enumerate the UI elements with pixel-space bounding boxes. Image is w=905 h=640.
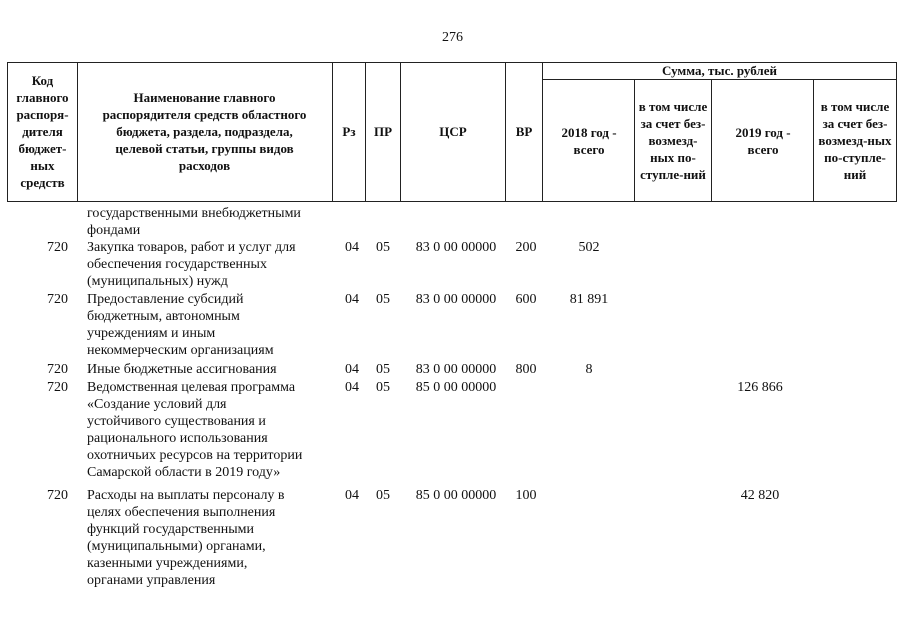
header-border bbox=[634, 79, 635, 202]
header-bottom-border bbox=[7, 201, 897, 202]
row-code: 720 bbox=[47, 488, 68, 503]
row-code: 720 bbox=[47, 362, 68, 377]
row-name: Иные бюджетные ассигнования bbox=[87, 362, 277, 377]
row-csr: 85 0 00 00000 bbox=[415, 380, 497, 395]
row-vr: 600 bbox=[515, 292, 537, 307]
row-sum-2018: 502 bbox=[578, 240, 600, 255]
row-rz: 04 bbox=[345, 488, 359, 503]
header-csr: ЦСР bbox=[439, 124, 467, 139]
header-name: Наименование главного распорядителя средств областного бюджета, раздела, подраздела, целевой статьи, группы видов расходов bbox=[102, 90, 307, 173]
row-csr: 83 0 00 00000 bbox=[415, 292, 497, 307]
header-code: Код главного распоря-дителя бюджет-ных средств bbox=[16, 73, 69, 190]
header-2019-total: 2019 год - всего bbox=[735, 124, 791, 157]
header-rz: Рз bbox=[342, 124, 356, 139]
row-pr: 05 bbox=[376, 488, 390, 503]
row-pr: 05 bbox=[376, 292, 390, 307]
header-border bbox=[542, 62, 543, 202]
header-vr: ВР bbox=[515, 124, 533, 139]
row-rz: 04 bbox=[345, 292, 359, 307]
row-pr: 05 bbox=[376, 362, 390, 377]
table-header bbox=[7, 62, 897, 202]
row-code: 720 bbox=[47, 380, 68, 395]
row-rz: 04 bbox=[345, 362, 359, 377]
row-csr: 83 0 00 00000 bbox=[415, 362, 497, 377]
header-sum: Сумма, тыс. рублей bbox=[662, 63, 777, 78]
page-number: 276 bbox=[442, 30, 463, 45]
row-vr: 200 bbox=[515, 240, 537, 255]
row-name: государственными внебюджетными фондами bbox=[87, 206, 301, 238]
header-border bbox=[7, 62, 8, 202]
row-code: 720 bbox=[47, 240, 68, 255]
row-rz: 04 bbox=[345, 240, 359, 255]
row-sum-2019: 42 820 bbox=[740, 488, 780, 503]
header-border bbox=[77, 62, 78, 202]
row-sum-2018: 8 bbox=[585, 362, 593, 377]
row-rz: 04 bbox=[345, 380, 359, 395]
row-name: Расходы на выплаты персоналу в целях обеспечения выполнения функций государственными (муниципальными) органами, казенными учреждениями, органами управления bbox=[87, 488, 285, 588]
row-name: Ведомственная целевая программа «Создание условий для устойчивого существования и рационального использования охотничьих ресурсов на территории Самарской области в 2019 году» bbox=[87, 380, 303, 480]
header-border bbox=[896, 62, 897, 202]
row-code: 720 bbox=[47, 292, 68, 307]
row-csr: 83 0 00 00000 bbox=[415, 240, 497, 255]
header-border bbox=[813, 79, 814, 202]
header-2019-free: в том числе за счет без-возмезд-ных по-ступле-ний bbox=[818, 99, 892, 182]
header-2018-total: 2018 год - всего bbox=[561, 124, 617, 157]
row-pr: 05 bbox=[376, 240, 390, 255]
row-pr: 05 bbox=[376, 380, 390, 395]
header-border bbox=[711, 79, 712, 202]
row-name: Предоставление субсидий бюджетным, автономным учреждениям и иным некоммерческим организациям bbox=[87, 292, 274, 358]
row-csr: 85 0 00 00000 bbox=[415, 488, 497, 503]
row-name: Закупка товаров, работ и услуг для обеспечения государственных (муниципальных) нужд bbox=[87, 240, 296, 289]
row-vr: 100 bbox=[515, 488, 537, 503]
header-pr: ПР bbox=[373, 124, 393, 139]
row-sum-2019: 126 866 bbox=[737, 380, 783, 395]
row-sum-2018: 81 891 bbox=[569, 292, 609, 307]
row-vr: 800 bbox=[515, 362, 537, 377]
header-2018-free: в том числе за счет без-возмезд-ных по-ступле-ний bbox=[638, 99, 708, 182]
